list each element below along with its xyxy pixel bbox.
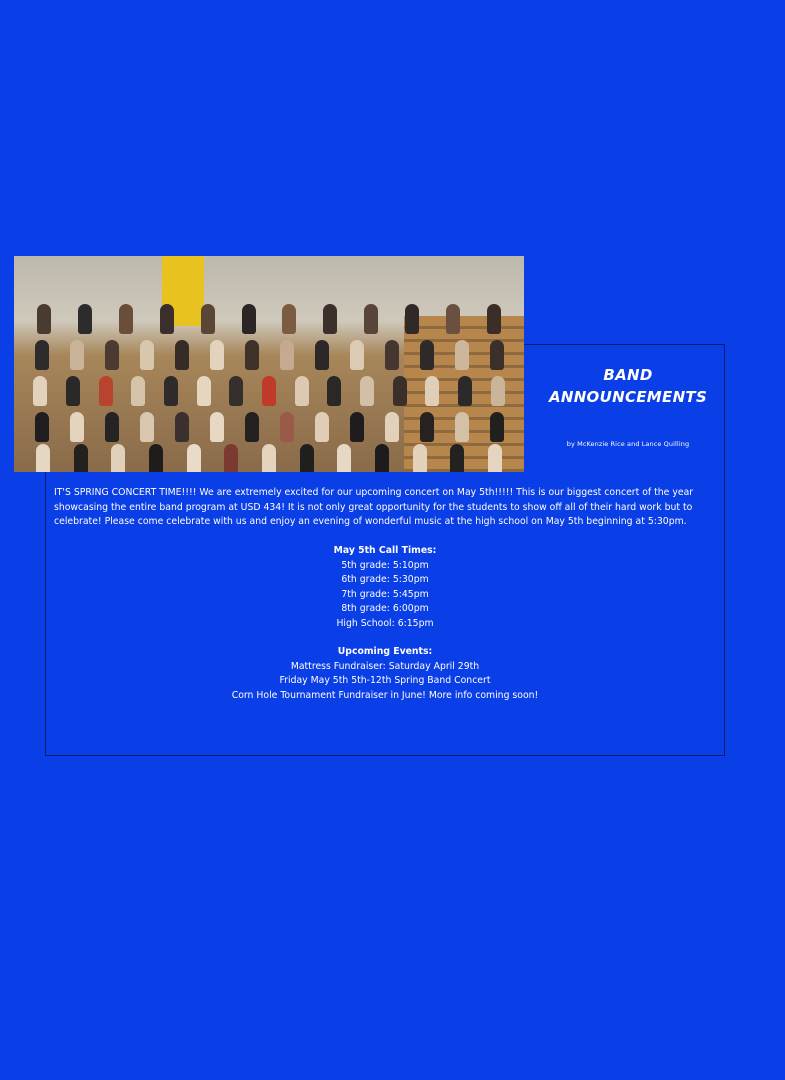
events-heading: Upcoming Events:: [337, 646, 433, 657]
photo-row-3: [24, 376, 514, 406]
call-time-item: 6th grade: 5:30pm: [341, 574, 429, 586]
call-times-heading: May 5th Call Times:: [333, 545, 437, 556]
page-title: [540, 364, 716, 408]
intro-paragraph: IT'S SPRING CONCERT TIME!!!! We are extremely excited for our upcoming concert on May 5th!!!!! This is our biggest concert of the year showcasing the entire band program at USD 434! It is not only great opportunity for the students to show off all of their hard work but to celebrate! Please come celebrate with us and enjoy an evening of wonderful music at the high school on May 5th beginning at 5:30pm.: [54, 487, 694, 528]
events-section: [45, 645, 725, 703]
title-line-1: BAND: [603, 366, 653, 384]
photo-row-2: [24, 340, 514, 370]
call-time-item: 5th grade: 5:10pm: [341, 559, 429, 571]
event-item: Mattress Fundraiser: Saturday April 29th: [290, 660, 480, 672]
call-times-section: [45, 544, 725, 632]
photo-row-5: [24, 444, 514, 472]
call-time-item: 8th grade: 6:00pm: [341, 603, 429, 615]
title-line-2: ANNOUNCEMENTS: [548, 388, 708, 406]
call-time-item: 7th grade: 5:45pm: [341, 588, 429, 600]
event-item: Friday May 5th 5th-12th Spring Band Concert: [279, 675, 491, 687]
photo-row-1: [24, 304, 514, 334]
call-time-item: High School: 6:15pm: [336, 617, 434, 629]
band-group-photo: [14, 256, 524, 472]
photo-row-4: [24, 412, 514, 442]
title-block: [540, 360, 716, 448]
byline: by McKenzie Rice and Lance Quilling: [566, 440, 690, 448]
event-item: Corn Hole Tournament Fundraiser in June! More info coming soon!: [231, 689, 539, 701]
